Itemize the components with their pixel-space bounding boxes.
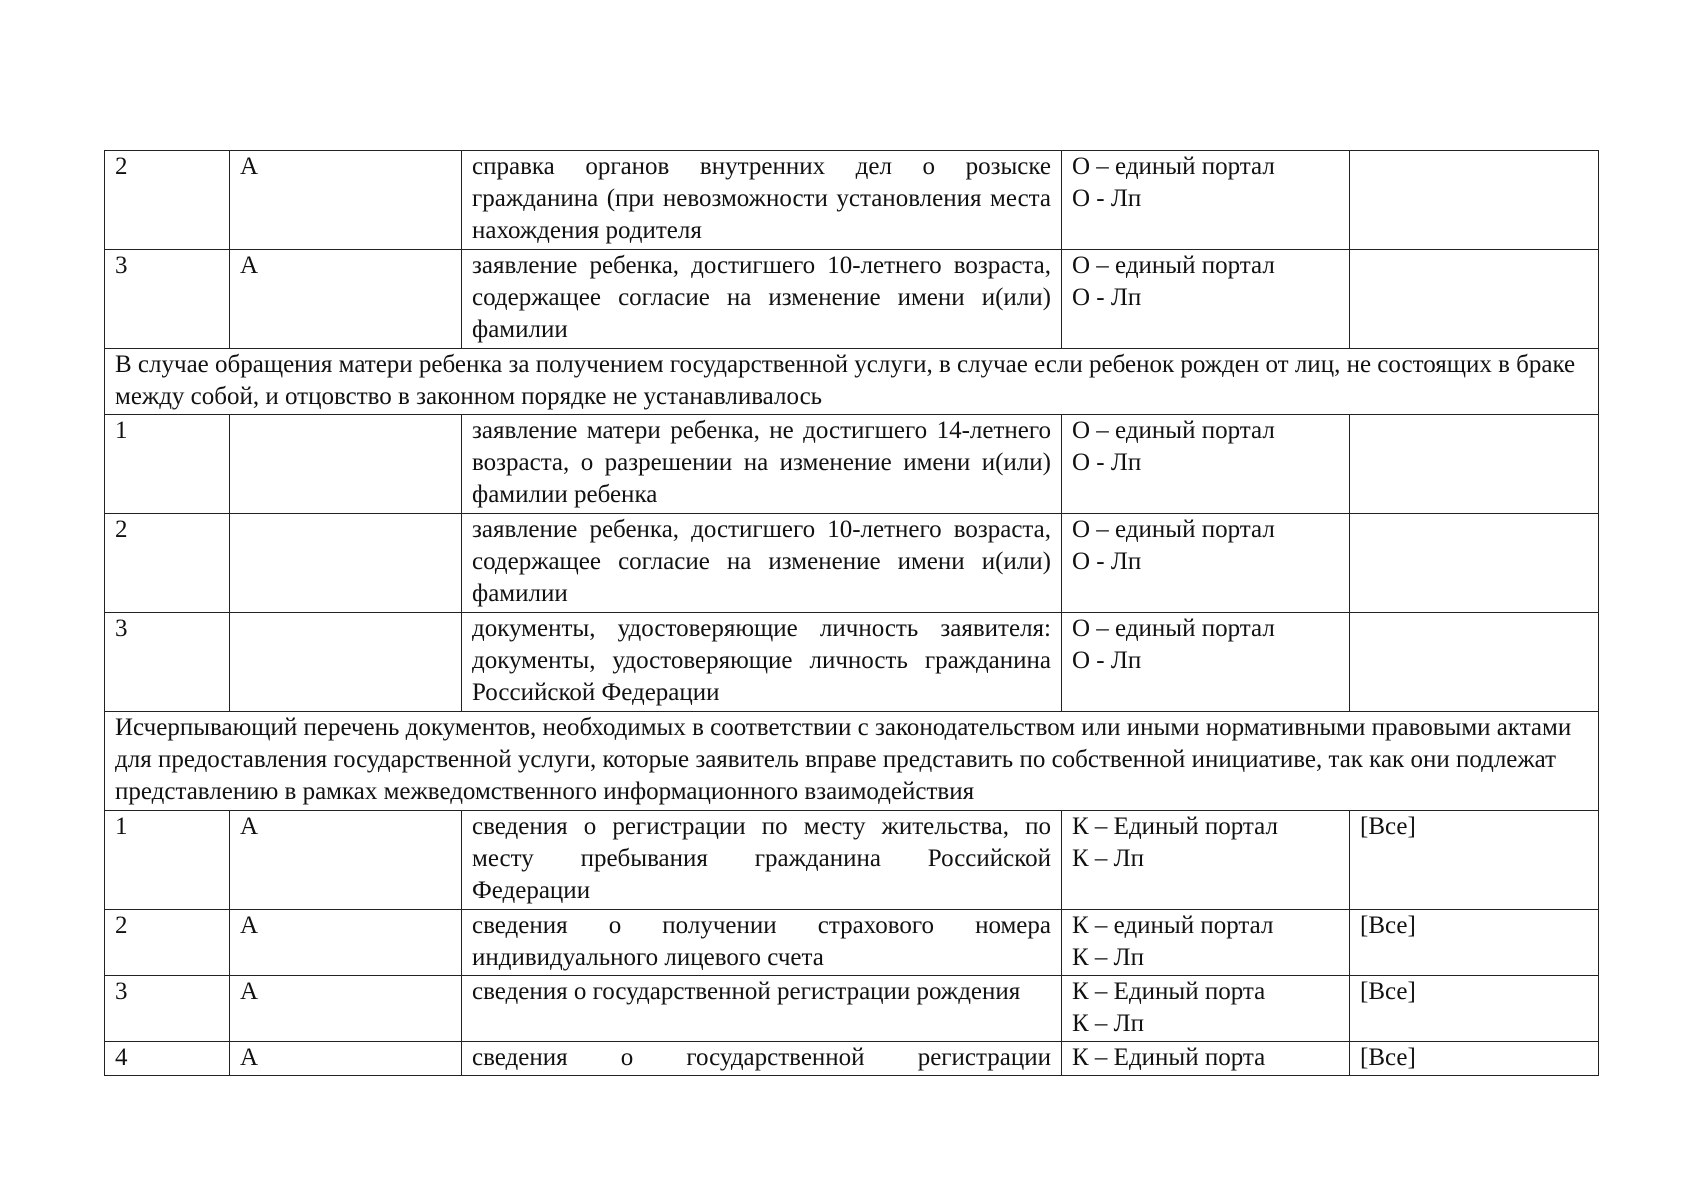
row-description: документы, удостоверяющие личность заявителя: документы, удостоверяющие личность гражданина Российской Федерации bbox=[462, 613, 1062, 712]
row-note bbox=[1350, 514, 1599, 613]
row-number: 2 bbox=[105, 910, 230, 976]
method-secondary: К – Лп bbox=[1072, 944, 1145, 971]
row-description: заявление матери ребенка, не достигшего 14-летнего возраста, о разрешении на изменение имени и(или) фамилии ребенка bbox=[462, 415, 1062, 514]
method-primary: О – единый портал bbox=[1072, 153, 1275, 180]
row-code: А bbox=[230, 976, 462, 1042]
row-description: заявление ребенка, достигшего 10-летнего возраста, содержащее согласие на изменение имени и(или) фамилии bbox=[462, 250, 1062, 349]
row-number: 2 bbox=[105, 151, 230, 250]
row-description: сведения о получении страхового номера индивидуального лицевого счета bbox=[462, 910, 1062, 976]
method-primary: О – единый портал bbox=[1072, 516, 1275, 543]
row-number: 1 bbox=[105, 415, 230, 514]
method-primary: К – Единый порта bbox=[1072, 1044, 1266, 1071]
table-row bbox=[105, 910, 1599, 976]
method-secondary: О - Лп bbox=[1072, 185, 1142, 212]
method-primary: О – единый портал bbox=[1072, 417, 1275, 444]
row-note: [Все] bbox=[1350, 1042, 1599, 1076]
method-secondary: К – Лп bbox=[1072, 1010, 1145, 1037]
row-note bbox=[1350, 613, 1599, 712]
method-primary: К – единый портал bbox=[1072, 912, 1274, 939]
row-methods bbox=[1062, 415, 1350, 514]
table-row bbox=[105, 514, 1599, 613]
row-methods bbox=[1062, 811, 1350, 910]
row-code: А bbox=[230, 151, 462, 250]
row-methods bbox=[1062, 976, 1350, 1042]
row-code bbox=[230, 613, 462, 712]
row-number: 2 bbox=[105, 514, 230, 613]
row-number: 1 bbox=[105, 811, 230, 910]
section-heading: Исчерпывающий перечень документов, необходимых в соответствии с законодательством или иными нормативными правовыми актами для предоставления государственной услуги, которые заявитель вправе представить по собственной инициативе, так как они подлежат представлению в рамках межведомственного информационного взаимодействия bbox=[105, 712, 1599, 811]
method-secondary: О - Лп bbox=[1072, 548, 1142, 575]
row-note bbox=[1350, 415, 1599, 514]
section-row bbox=[105, 712, 1599, 811]
row-code: А bbox=[230, 250, 462, 349]
table-row bbox=[105, 613, 1599, 712]
row-number: 3 bbox=[105, 976, 230, 1042]
table-row bbox=[105, 811, 1599, 910]
row-code: А bbox=[230, 811, 462, 910]
row-methods bbox=[1062, 1042, 1350, 1076]
row-methods bbox=[1062, 250, 1350, 349]
row-number: 3 bbox=[105, 613, 230, 712]
row-note bbox=[1350, 250, 1599, 349]
row-methods bbox=[1062, 151, 1350, 250]
row-code: А bbox=[230, 1042, 462, 1076]
row-number: 4 bbox=[105, 1042, 230, 1076]
method-primary: К – Единый портал bbox=[1072, 813, 1278, 840]
row-description: сведения о государственной регистрации bbox=[462, 1042, 1062, 1076]
table-row bbox=[105, 151, 1599, 250]
row-methods bbox=[1062, 613, 1350, 712]
row-note: [Все] bbox=[1350, 910, 1599, 976]
table-row bbox=[105, 415, 1599, 514]
row-description: справка органов внутренних дел о розыске гражданина (при невозможности установления места нахождения родителя bbox=[462, 151, 1062, 250]
method-secondary: О - Лп bbox=[1072, 449, 1142, 476]
table-row bbox=[105, 250, 1599, 349]
row-note bbox=[1350, 151, 1599, 250]
documents-table bbox=[104, 150, 1599, 1076]
row-number: 3 bbox=[105, 250, 230, 349]
row-code bbox=[230, 415, 462, 514]
section-row bbox=[105, 349, 1599, 415]
method-primary: О – единый портал bbox=[1072, 615, 1275, 642]
method-secondary: О - Лп bbox=[1072, 284, 1142, 311]
row-description: сведения о государственной регистрации рождения bbox=[462, 976, 1062, 1042]
section-heading: В случае обращения матери ребенка за получением государственной услуги, в случае если ребенок рожден от лиц, не состоящих в браке между собой, и отцовство в законном порядке не устанавливалось bbox=[105, 349, 1599, 415]
row-methods bbox=[1062, 910, 1350, 976]
row-description: сведения о регистрации по месту жительства, по месту пребывания гражданина Российской Федерации bbox=[462, 811, 1062, 910]
row-note: [Все] bbox=[1350, 976, 1599, 1042]
method-secondary: К – Лп bbox=[1072, 845, 1145, 872]
row-code: А bbox=[230, 910, 462, 976]
row-note: [Все] bbox=[1350, 811, 1599, 910]
row-description: заявление ребенка, достигшего 10-летнего возраста, содержащее согласие на изменение имени и(или) фамилии bbox=[462, 514, 1062, 613]
row-methods bbox=[1062, 514, 1350, 613]
table-row bbox=[105, 1042, 1599, 1076]
method-primary: О – единый портал bbox=[1072, 252, 1275, 279]
table-row bbox=[105, 976, 1599, 1042]
row-code bbox=[230, 514, 462, 613]
method-secondary: О - Лп bbox=[1072, 647, 1142, 674]
method-primary: К – Единый порта bbox=[1072, 978, 1266, 1005]
